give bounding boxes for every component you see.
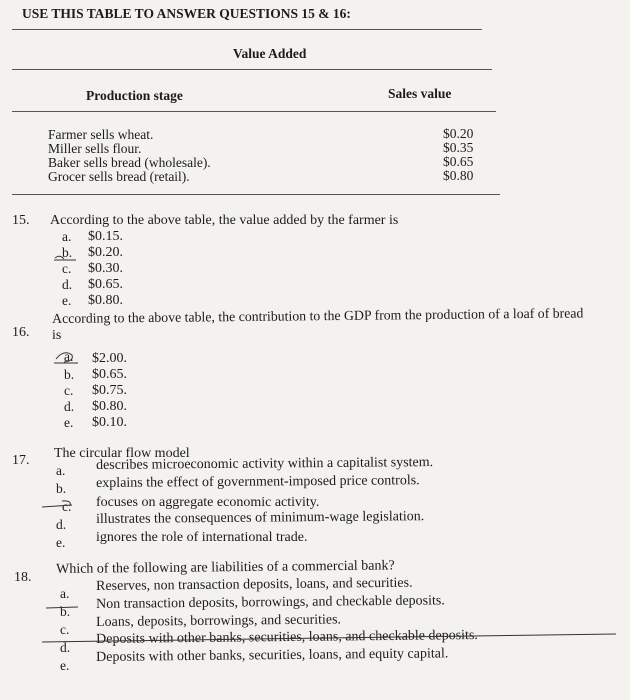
header-rule	[12, 29, 482, 30]
table-row-stage: Farmer sells wheat.	[48, 127, 154, 142]
table-row-value: $0.20	[443, 126, 474, 141]
table-row-value: $0.35	[443, 140, 474, 155]
table-top-rule	[12, 69, 492, 70]
option-letter: c.	[62, 499, 72, 514]
option-letter: d.	[60, 640, 71, 655]
option-letter: c.	[60, 622, 70, 637]
option-text: $0.10.	[92, 415, 127, 430]
option-letter: d.	[64, 399, 75, 414]
option-text: $0.80.	[88, 293, 123, 308]
option-letter: a.	[60, 586, 70, 601]
option-letter: e.	[56, 535, 66, 550]
strikethrough-line-icon	[40, 630, 620, 646]
option-text: $0.30.	[88, 261, 123, 276]
option-letter: a.	[56, 463, 66, 478]
question-text: According to the above table, the contribution to the GDP from the production of a loaf of bread	[52, 305, 584, 326]
option-text: Deposits with other banks, securities, loans, and equity capital.	[96, 646, 449, 665]
question-number: 18.	[14, 570, 32, 585]
question-text: According to the above table, the value added by the farmer is	[50, 213, 399, 228]
worksheet-header: USE THIS TABLE TO ANSWER QUESTIONS 15 & 16:	[22, 6, 351, 21]
option-letter: e.	[62, 293, 72, 308]
option-letter: b.	[64, 367, 75, 382]
option-text: $0.15.	[88, 229, 123, 244]
option-letter: d.	[62, 277, 73, 292]
option-text: explains the effect of government-imposed price controls.	[96, 473, 420, 491]
option-letter: a.	[64, 349, 74, 364]
pen-mark-icon	[52, 247, 82, 263]
question-number: 16.	[12, 325, 30, 340]
question-number: 17.	[12, 453, 30, 468]
option-letter: c.	[64, 383, 74, 398]
option-text: illustrates the consequences of minimum-wage legislation.	[96, 509, 425, 527]
option-text: $0.80.	[92, 399, 127, 414]
option-text: Non transaction deposits, borrowings, and checkable deposits.	[96, 593, 445, 612]
option-letter: b.	[56, 481, 67, 496]
column-header-production-stage: Production stage	[86, 88, 183, 103]
pen-mark-icon	[40, 496, 80, 512]
question-number: 15.	[12, 213, 30, 228]
option-letter: c.	[62, 261, 72, 276]
question-text-continued: is	[52, 328, 62, 343]
option-letter: e.	[60, 658, 70, 673]
question-text: Which of the following are liabilities of a commercial bank?	[56, 558, 395, 577]
table-row-stage: Grocer sells bread (retail).	[48, 169, 190, 184]
column-header-sales-value: Sales value	[388, 86, 452, 101]
option-letter: b.	[60, 604, 71, 619]
pen-mark-icon	[44, 600, 84, 614]
option-letter: a.	[62, 229, 72, 244]
pen-mark-icon	[52, 345, 82, 367]
option-text: focuses on aggregate economic activity.	[96, 495, 320, 510]
option-text: Deposits with other banks, securities, loans, and checkable deposits.	[96, 628, 478, 647]
option-letter: e.	[64, 415, 74, 430]
option-text: ignores the role of international trade.	[96, 530, 308, 545]
table-bottom-rule	[12, 194, 500, 195]
option-text: Reserves, non transaction deposits, loans, and securities.	[96, 575, 413, 594]
table-row-stage: Baker sells bread (wholesale).	[48, 155, 211, 170]
option-letter: b.	[62, 245, 73, 260]
option-text: $0.65.	[92, 367, 127, 382]
table-row-stage: Miller sells flour.	[48, 141, 142, 156]
table-header-rule	[12, 111, 496, 112]
option-text: $0.20.	[88, 245, 123, 260]
option-text: Loans, deposits, borrowings, and securities.	[96, 612, 342, 630]
option-text: describes microeconomic activity within a capitalist system.	[96, 455, 434, 473]
option-text: $0.75.	[92, 383, 127, 398]
table-row-value: $0.80	[443, 168, 474, 183]
option-letter: d.	[56, 517, 67, 532]
table-title: Value Added	[233, 46, 307, 61]
option-text: $2.00.	[92, 351, 127, 366]
table-row-value: $0.65	[443, 154, 474, 169]
question-text: The circular flow model	[54, 446, 190, 461]
option-text: $0.65.	[88, 277, 123, 292]
